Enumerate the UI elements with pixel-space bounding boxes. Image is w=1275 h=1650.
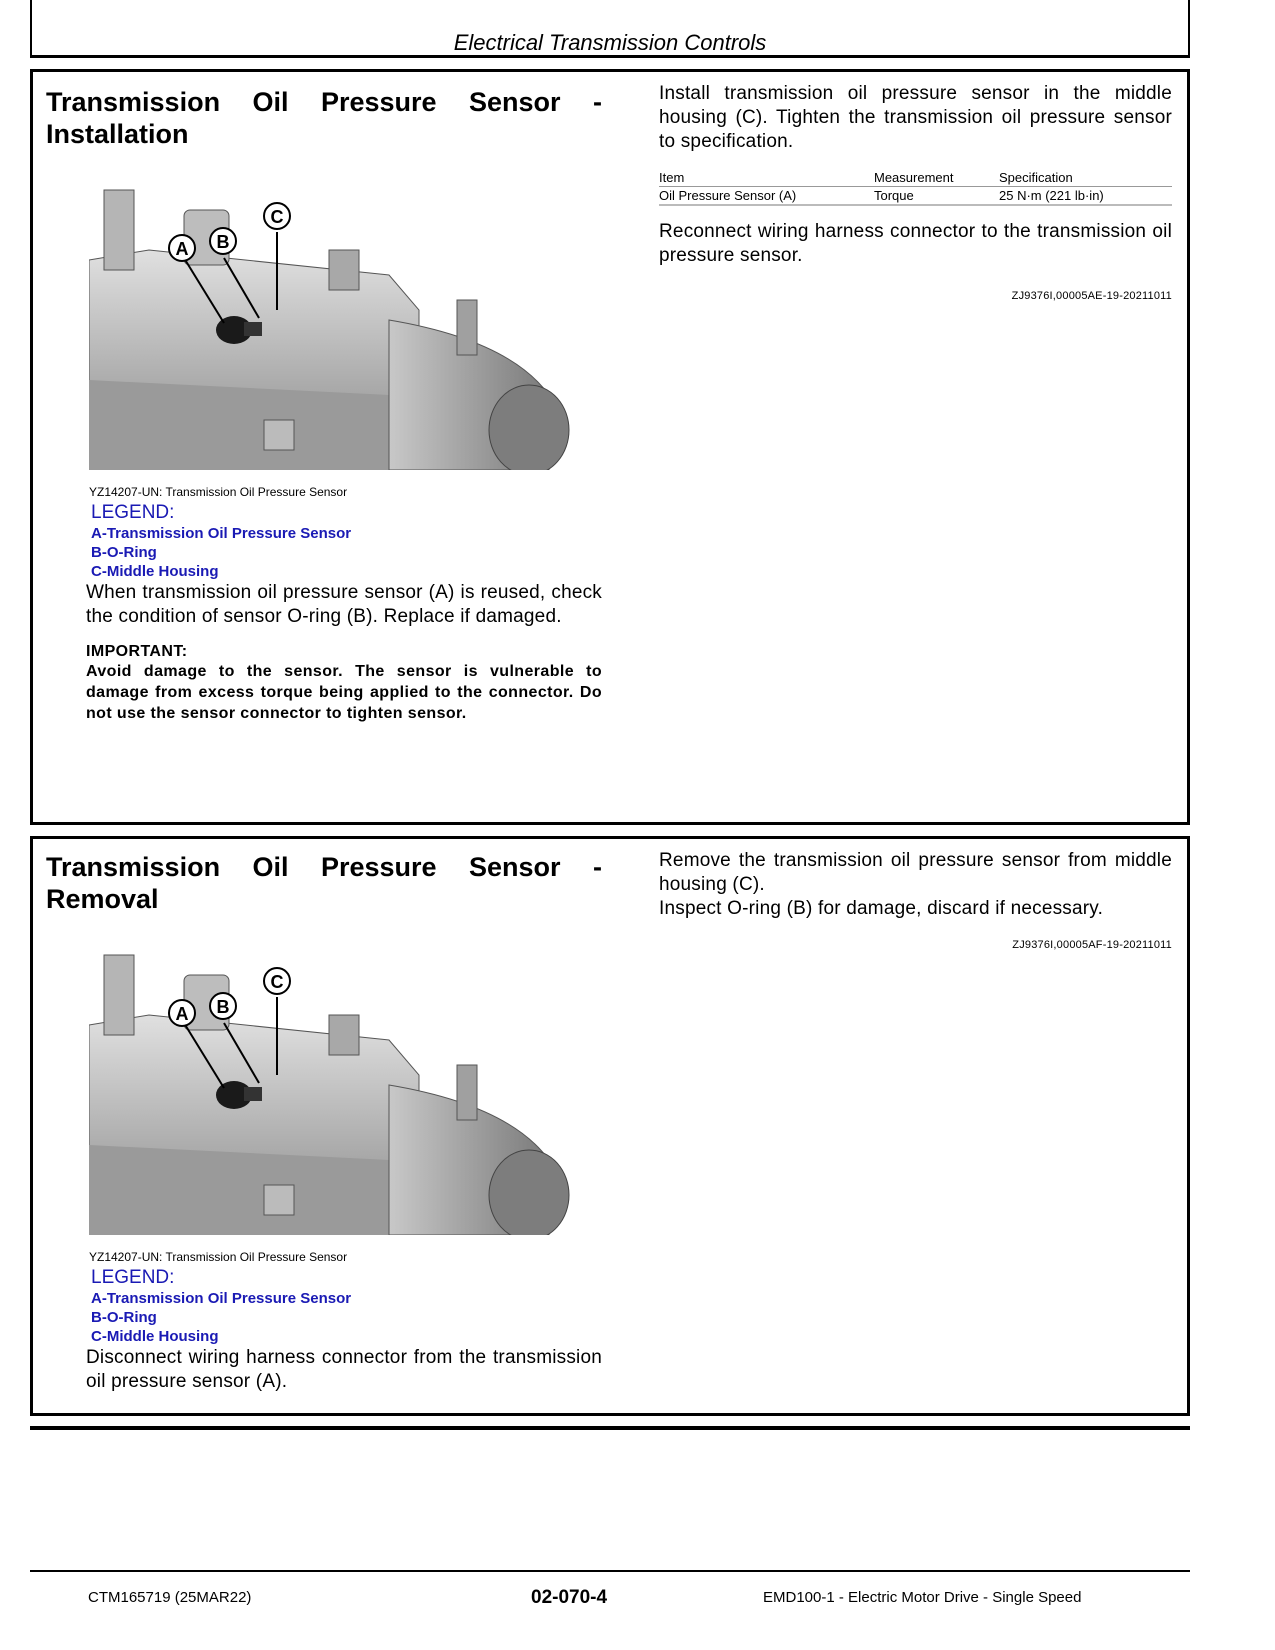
installation-step-2: Reconnect wiring harness connector to the transmission oil pressure sensor.	[659, 221, 1172, 266]
removal-reference-code: ZJ9376I,00005AF-19-20211011	[1012, 939, 1172, 951]
page-header	[30, 0, 1190, 58]
spec-cell-specification: 25 N·m (221 lb·in)	[999, 187, 1172, 206]
important-text: Avoid damage to the sensor. The sensor is vulnerable to damage from excess torque being applied to the connector. Do not use the sensor connector to tighten sensor.	[86, 663, 602, 722]
callout-c	[264, 968, 290, 994]
transmission-illustration	[89, 945, 575, 1235]
footer-rule	[30, 1570, 1190, 1572]
removal-legend-item: B-O-Ring	[91, 1309, 157, 1326]
installation-reference-code: ZJ9376I,00005AE-19-20211011	[1011, 290, 1172, 302]
callout-b	[210, 993, 236, 1019]
svg-text:B: B	[216, 997, 230, 1017]
callout-a	[169, 1000, 195, 1026]
removal-step-2: Inspect O-ring (B) for damage, discard if necessary.	[659, 898, 1104, 919]
installation-figure	[89, 180, 575, 470]
installation-legend-item: B-O-Ring	[91, 544, 157, 561]
spec-cell-measurement: Torque	[874, 187, 999, 206]
table-row	[659, 187, 1172, 206]
removal-figure-caption: YZ14207-UN: Transmission Oil Pressure Sensor	[89, 1250, 348, 1264]
installation-legend-heading: LEGEND:	[91, 502, 175, 523]
removal-right-column	[659, 839, 1172, 951]
removal-legend-item: A-Transmission Oil Pressure Sensor	[91, 1290, 352, 1307]
callout-a	[169, 235, 195, 261]
installation-title: Transmission Oil Pressure Sensor - Installation	[46, 87, 602, 149]
callout-c	[264, 203, 290, 229]
spec-table	[659, 170, 1172, 206]
removal-title: Transmission Oil Pressure Sensor - Removal	[46, 852, 602, 914]
removal-body: Disconnect wiring harness connector from the transmission oil pressure sensor (A).	[86, 1347, 602, 1392]
removal-left-column	[46, 839, 602, 1394]
installation-body: When transmission oil pressure sensor (A) is reused, check the condition of sensor O-ring (B). Replace if damaged.	[86, 582, 602, 627]
footer-manual-title: EMD100-1 - Electric Motor Drive - Single Speed	[763, 1589, 1082, 1606]
spec-header-measurement: Measurement	[874, 170, 999, 187]
footer-page-number: 02-070-4	[531, 1587, 608, 1608]
svg-text:C: C	[270, 972, 284, 992]
installation-figure-caption: YZ14207-UN: Transmission Oil Pressure Sensor	[89, 485, 348, 499]
spec-header-item: Item	[659, 170, 874, 187]
removal-step-1: Remove the transmission oil pressure sensor from middle housing (C).	[659, 850, 1172, 895]
svg-text:B: B	[216, 232, 230, 252]
callout-b	[210, 228, 236, 254]
footer-document-id: CTM165719 (25MAR22)	[88, 1589, 252, 1606]
removal-legend-heading: LEGEND:	[91, 1267, 175, 1288]
installation-right-column	[659, 72, 1172, 302]
svg-text:A: A	[175, 239, 189, 259]
transmission-illustration	[89, 180, 575, 470]
installation-legend-item: A-Transmission Oil Pressure Sensor	[91, 525, 352, 542]
installation-legend-item: C-Middle Housing	[91, 563, 219, 580]
header-title: Electrical Transmission Controls	[453, 30, 767, 55]
spec-table-header	[659, 170, 1172, 187]
svg-text:C: C	[270, 207, 284, 227]
installation-left-column	[46, 72, 602, 724]
spec-cell-item: Oil Pressure Sensor (A)	[659, 187, 874, 206]
important-heading: IMPORTANT:	[86, 643, 188, 660]
removal-figure	[89, 945, 575, 1235]
installation-section	[30, 69, 1190, 825]
installation-step-1: Install transmission oil pressure sensor in the middle housing (C). Tighten the transmission oil pressure sensor to specification.	[659, 83, 1172, 152]
svg-text:A: A	[175, 1004, 189, 1024]
spec-header-specification: Specification	[999, 170, 1172, 187]
removal-section	[30, 836, 1190, 1416]
section-end-rule	[30, 1426, 1190, 1430]
removal-legend-item: C-Middle Housing	[91, 1328, 219, 1345]
